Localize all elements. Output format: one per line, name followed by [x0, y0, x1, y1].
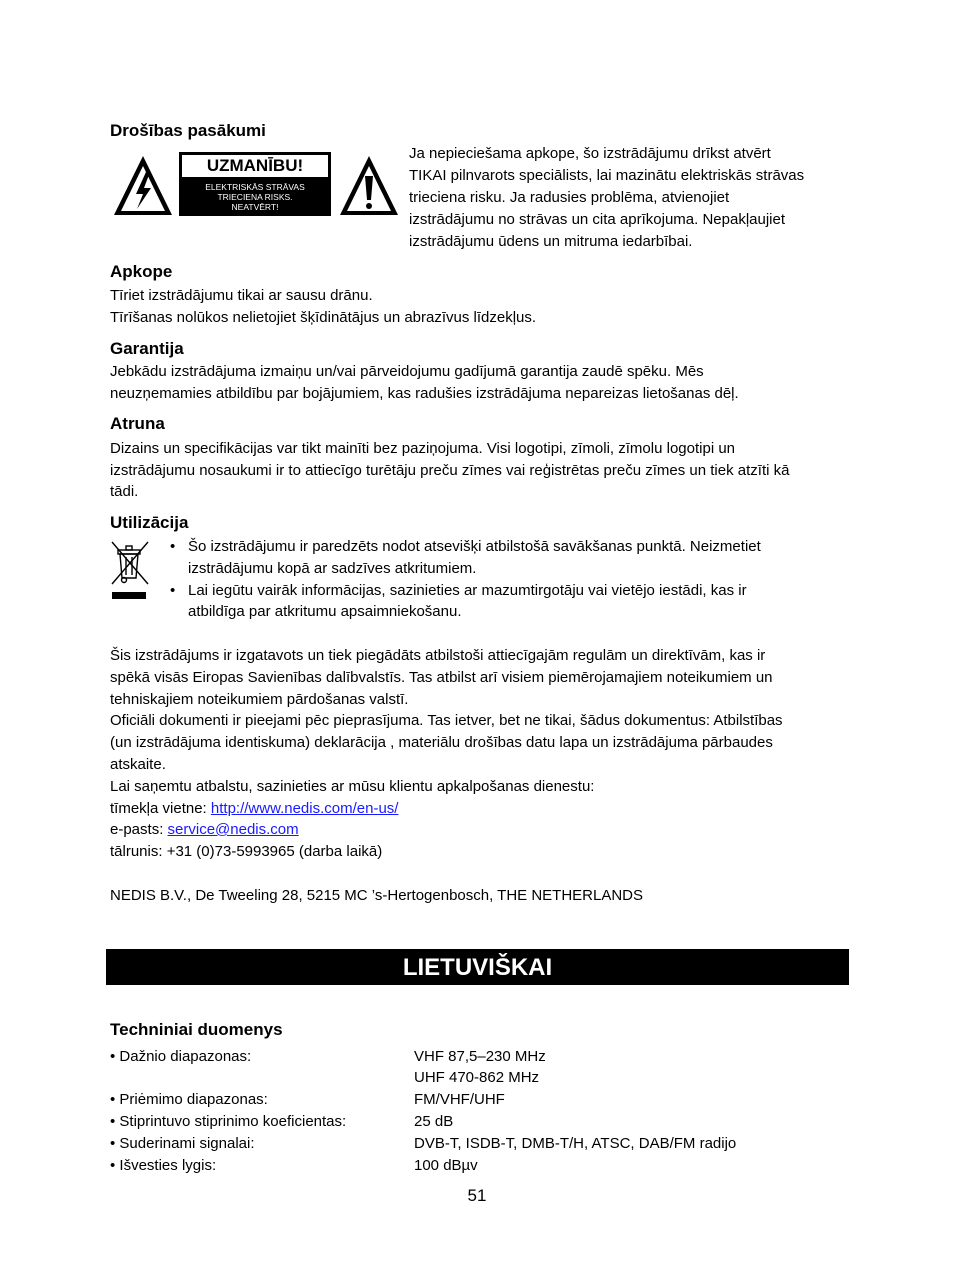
safety-text-line: TIKAI pilnvarots speciālists, lai mazinātu elektriskās strāvas [409, 167, 805, 184]
warranty-line: neuzņemamies atbildību par bojājumiem, kas radušies izstrādājuma nepareizas lietošanas dēļ. [110, 385, 739, 402]
disposal-bullet-line: atbildīga par atkritumu apsaimniekošanu. [188, 603, 462, 620]
warranty-heading: Garantija [110, 339, 184, 358]
spec-value: UHF 470-862 MHz [414, 1069, 540, 1086]
disclaimer-heading: Atruna [110, 414, 165, 433]
compliance-line: Oficiāli dokumenti ir pieejami pēc pieprasījuma. Tas ietver, bet ne tikai, šādus dokumentus: Atbilstības [110, 712, 783, 729]
spec-label: • Dažnio diapazonas: [110, 1048, 252, 1065]
website-link[interactable]: http://www.nedis.com/en-us/ [210, 800, 399, 817]
caution-title: UZMANĪBU! [182, 155, 328, 177]
compliance-line: Lai saņemtu atbalstu, sazinieties ar mūsu klientu apkalpošanas dienestu: [110, 778, 595, 795]
safety-text-line: izstrādājumu no strāvas un cita aprīkojuma. Nepakļaujiet [409, 211, 786, 228]
caution-label [179, 152, 331, 216]
page-number: 51 [467, 1186, 487, 1205]
maintenance-line: Tīriet izstrādājumu tikai ar sausu drānu. [110, 287, 373, 304]
spec-value: 25 dB [414, 1113, 454, 1130]
disposal-bullet-line: Šo izstrādājumu ir paredzēts nodot atsevišķi atbilstošā savākšanas punktā. Neizmetiet [188, 538, 761, 555]
disposal-bullet-line: izstrādājumu kopā ar sadzīves atkritumiem. [188, 560, 477, 577]
electric-shock-warning-icon [112, 154, 174, 216]
caution-line-3: NEATVĒRT! [231, 202, 279, 212]
spec-label: • Stiprintuvo stiprinimo koeficientas: [110, 1113, 347, 1130]
safety-text-line: Ja nepieciešama apkope, šo izstrādājumu drīkst atvērt [409, 145, 771, 162]
email-label: e-pasts: [110, 821, 168, 838]
caution-line-1: ELEKTRISKĀS STRĀVAS [205, 182, 305, 192]
weee-crossed-bin-icon [110, 540, 150, 602]
compliance-line: spēkā visās Eiropas Savienības dalībvalstīs. Tas atbilst arī visiem piemērojamajiem noteikumiem un [110, 669, 773, 686]
exclamation-warning-icon [338, 154, 400, 216]
bullet-char: • [170, 582, 176, 599]
compliance-line: (un izstrādājuma identiskuma) deklarācija , materiālu drošības datu lapa un izstrādājuma pārbaudes [110, 734, 773, 751]
specs-heading: Techniniai duomenys [110, 1020, 283, 1039]
compliance-line: atskaite. [110, 756, 166, 773]
spec-value: 100 dBµv [414, 1157, 478, 1174]
disposal-heading: Utilizācija [110, 513, 189, 532]
disclaimer-line: Dizains un specifikācijas var tikt mainīti bez paziņojuma. Visi logotipi, zīmoli, zīmolu logotipi un [110, 440, 735, 457]
caution-line-2: TRIECIENA RISKS. [217, 192, 293, 202]
maintenance-line: Tīrīšanas nolūkos nelietojiet šķīdinātājus un abrazīvus līdzekļus. [110, 309, 537, 326]
spec-value: DVB-T, ISDB-T, DMB-T/H, ATSC, DAB/FM radijo [414, 1135, 737, 1152]
email-link[interactable]: service@nedis.com [167, 821, 299, 838]
safety-text-line: trieciena risku. Ja radusies problēma, atvienojiet [409, 189, 730, 206]
maintenance-heading: Apkope [110, 262, 173, 281]
spec-label: • Priėmimo diapazonas: [110, 1091, 268, 1108]
safety-text-line: izstrādājumu ūdens un mitruma iedarbībai. [409, 233, 693, 250]
spec-value: VHF 87,5–230 MHz [414, 1048, 546, 1065]
bullet-char: • [170, 538, 176, 555]
warranty-line: Jebkādu izstrādājuma izmaiņu un/vai pārveidojumu gadījumā garantija zaudē spēku. Mēs [110, 363, 704, 380]
website-label: tīmekļa vietne: [110, 800, 211, 817]
spec-value: FM/VHF/UHF [414, 1091, 505, 1108]
spec-label: • Suderinami signalai: [110, 1135, 255, 1152]
safety-heading: Drošības pasākumi [110, 121, 266, 140]
language-banner: LIETUVIŠKAI [106, 949, 849, 985]
email-line [110, 821, 299, 839]
address-line: NEDIS B.V., De Tweeling 28, 5215 MC ’s-Hertogenbosch, THE NETHERLANDS [110, 887, 644, 904]
website-line [110, 800, 398, 818]
spec-label: • Išvesties lygis: [110, 1157, 217, 1174]
disclaimer-line: tādi. [110, 483, 139, 500]
disclaimer-line: izstrādājumu nosaukumi ir to attiecīgo turētāju preču zīmes vai reģistrētas preču zīmes un tiek atzīti kā [110, 462, 790, 479]
compliance-line: Šis izstrādājums ir izgatavots un tiek piegādāts atbilstoši attiecīgajām regulām un direktīvām, kas ir [110, 647, 766, 664]
phone-line: tālrunis: +31 (0)73-5993965 (darba laikā) [110, 843, 383, 860]
compliance-line: tehniskajiem noteikumiem pārdošanas valstī. [110, 691, 409, 708]
disposal-bullet-line: Lai iegūtu vairāk informācijas, sazinieties ar mazumtirgotāju vai vietējo iestādi, kas ir [188, 582, 747, 599]
